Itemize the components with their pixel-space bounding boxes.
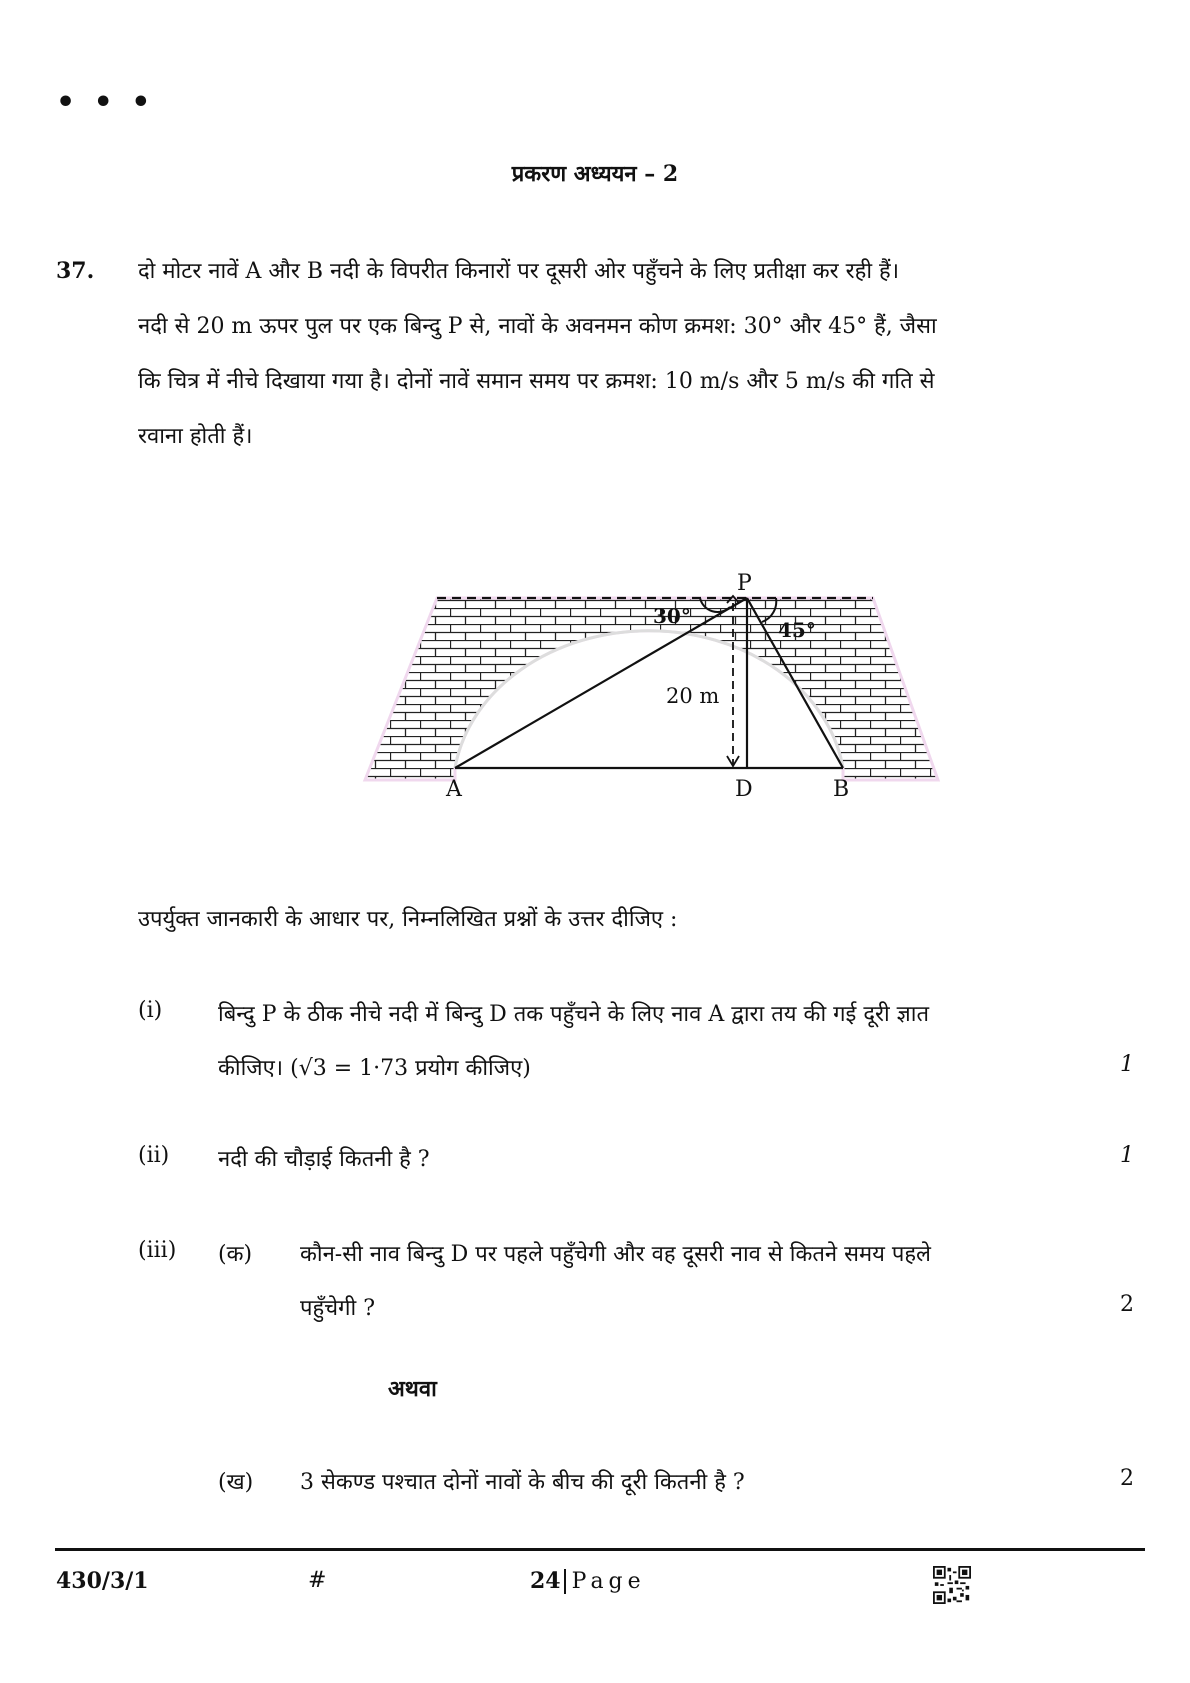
hash-mark: # xyxy=(308,1568,327,1593)
page-number xyxy=(530,1568,646,1594)
label-P: P xyxy=(737,571,752,596)
label-B: B xyxy=(833,777,850,802)
subquestion-text: कौन-सी नाव बिन्दु D पर पहले पहुँचेगी और वह दूसरी नाव से कितने समय पहले xyxy=(300,1242,931,1267)
section-title: प्रकरण अध्ययन – 2 xyxy=(511,161,679,187)
label-height: 20 m xyxy=(666,684,720,708)
or-label: अथवा xyxy=(388,1376,437,1402)
footer-rule xyxy=(55,1548,1145,1551)
page-label: Page xyxy=(564,1569,646,1594)
instructions: उपर्युक्त जानकारी के आधार पर, निम्नलिखित प्रश्नों के उत्तर दीजिए : xyxy=(138,907,678,932)
label-D: D xyxy=(735,777,753,802)
subquestion-label: (i) xyxy=(138,998,163,1023)
question-line: कि चित्र में नीचे दिखाया गया है। दोनों नावें समान समय पर क्रमश: 10 m/s और 5 m/s की गति से xyxy=(138,369,935,394)
question-text xyxy=(138,244,1078,464)
subquestion-text: कीजिए। (√3 = 1·73 प्रयोग कीजिए) xyxy=(218,1056,531,1081)
subquestion-label: (iii) xyxy=(138,1238,177,1263)
question-number: 37. xyxy=(56,258,95,284)
alternative-text: 3 सेकण्ड पश्चात दोनों नावों के बीच की दूरी कितनी है ? xyxy=(300,1470,745,1495)
overflow-dots: • • • xyxy=(56,85,155,120)
subquestion-sublabel: (क) xyxy=(218,1242,253,1267)
paper-code: 430/3/1 xyxy=(56,1568,149,1594)
subquestion-text: पहुँचेगी ? xyxy=(300,1296,376,1321)
question-line: दो मोटर नावें A और B नदी के विपरीत किनारों पर दूसरी ओर पहुँचने के लिए प्रतीक्षा कर रही हैं। xyxy=(138,259,900,284)
subquestion-label: (ii) xyxy=(138,1143,170,1168)
page-number-value: 24 xyxy=(530,1568,561,1594)
marks: 2 xyxy=(1120,1466,1134,1491)
subquestion-text: नदी की चौड़ाई कितनी है ? xyxy=(218,1147,430,1172)
qr-code-icon xyxy=(933,1566,971,1604)
label-angle-45: 45° xyxy=(778,618,816,642)
bridge-body xyxy=(365,598,938,780)
marks: 2 xyxy=(1120,1292,1134,1317)
marks: 1 xyxy=(1120,1143,1134,1168)
alternative-sublabel: (ख) xyxy=(218,1470,254,1495)
label-A: A xyxy=(446,777,462,802)
marks: 1 xyxy=(1120,1052,1134,1077)
question-line: रवाना होती हैं। xyxy=(138,424,253,449)
bridge-diagram xyxy=(355,560,955,810)
question-line: नदी से 20 m ऊपर पुल पर एक बिन्दु P से, नावों के अवनमन कोण क्रमश: 30° और 45° हैं, जैसा xyxy=(138,314,937,339)
label-angle-30: 30° xyxy=(653,604,691,628)
subquestion-text: बिन्दु P के ठीक नीचे नदी में बिन्दु D तक पहुँचने के लिए नाव A द्वारा तय की गई दूरी ज्ञात xyxy=(218,1002,930,1027)
